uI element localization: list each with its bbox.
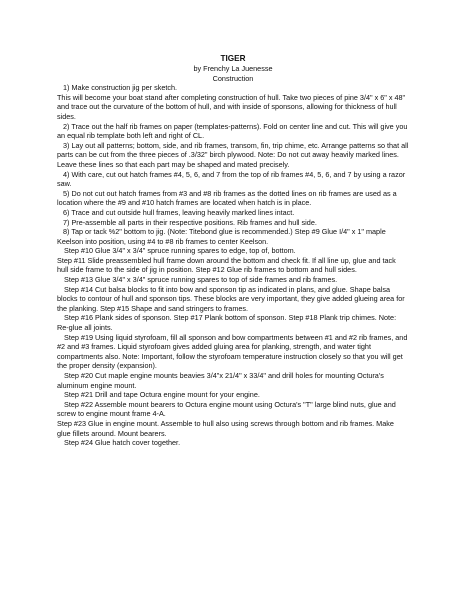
paragraph-step-14-15: Step #14 Cut balsa blocks to fit into bow and sponson tip as indicated in plans, and glue. Shape balsa blocks to contour of hull and sponson tips. These blocks are very important, they give added glueing area for the planking. Step #15 Shape and sand stringers to frames. xyxy=(57,284,405,313)
paragraph-step-21: Step #21 Drill and tape Octura engine mount for your engine. xyxy=(64,390,260,400)
paragraph-step-6: 6) Trace and cut outside hull frames, leaving heavily marked lines intact. xyxy=(63,207,295,217)
paragraph-step-16-18: Step #16 Plank sides of sponson. Step #17 Plank bottom of sponson. Step #18 Plank trip chimes. Note: Re-glue all joints. xyxy=(57,313,397,333)
paragraph-step-13: Step #13 Glue 3/4" x 3/4" spruce running spares to top of side frames and rib frames. xyxy=(64,275,338,285)
document-byline: by Frenchy La Juenesse xyxy=(193,64,273,73)
paragraph-step-11-12: Step #11 Slide preassembled hull frame down around the bottom and check fit. If all line up, glue and tack hull side frame to the side of jig in position. Step #12 Glue rib frames to bottom and hull sides. xyxy=(57,255,396,275)
paragraph-step-24: Step #24 Glue hatch cover together. xyxy=(64,438,181,448)
paragraph-jig-description: This will become your boat stand after completing construction of hull. Take two pieces of pine 3/4" x 6" x 48" and trace out the curvature of the bottom of hull, and with inside of sponsons, allowing for thickness of hull sides. xyxy=(57,92,406,121)
document-subtitle: Construction xyxy=(212,73,254,83)
paragraph-step-5: 5) Do not cut out hatch frames from #3 and #8 rib frames as the dotted lines on rib frames are used as a location where the #9 and #10 hatch frames are located when hatch is in place. xyxy=(57,188,397,208)
paragraph-step-1: 1) Make construction jig per sketch. xyxy=(63,83,178,93)
paragraph-step-20: Step #20 Cut maple engine mounts beavies 3/4"x 21/4" x 33/4" and drill holes for mounting Octura's aluminum engine mount. xyxy=(57,371,384,390)
paragraph-step-10: Step #10 Glue 3/4" x 3/4" spruce running spares to edge, top of, bottom. xyxy=(64,246,296,256)
document-title: TIGER xyxy=(220,54,246,63)
paragraph-step-2: 2) Trace out the half rib frames on paper (templates-patterns). Fold on center line and cut. This will give you an equal rib template both left and right of CL. xyxy=(57,121,408,141)
paragraph-step-7: 7) Pre-assemble all parts in their respective positions. Rib frames and hull side. xyxy=(63,217,317,227)
paragraph-step-19: Step #19 Using liquid styrofoam, fill all sponson and bow compartments between #1 and #2 rib frames, and #2 and #3 frames. Liquid styrofoam gives added gluing area for planking, strength, and water tight compartments also. Note: Important, follow the styrofoam temperature instruction closely so that you will get the proper density (expansion). xyxy=(57,332,408,371)
paragraph-step-22: Step #22 Assemble mount bearers to Octura engine mount using Octura's "T" large blind nuts, glue and screw to engine mount frame 4-A. xyxy=(57,399,396,419)
paragraph-step-8-9: 8) Tap or tack %2" bottom to jig. (Note: Titebond glue is recommended.) Step #9 Glue I/4" x 1" maple Keelson into position, using #4 to #8 rib frames to center Keelson. xyxy=(57,227,386,246)
paragraph-step-4: 4) With care, cut out hatch frames #4, 5, 6, and 7 from the top of rib frames #4, 5, 6, and 7 by using a razor saw. xyxy=(57,169,406,189)
paragraph-step-23: Step #23 Glue in engine mount. Assemble to hull also using screws through bottom and rib frames. Make glue fillets around. Mount bearers. xyxy=(57,418,394,438)
document-header xyxy=(57,54,409,83)
document-page xyxy=(57,54,409,448)
paragraph-step-3: 3) Lay out all patterns; bottom, side, and rib frames, transom, fin, trip chime, etc. Arrange patterns so that all parts can be cut from the three pieces of .3/32" birch plywood. Note: Do not cut away heavily marked lines. Leave these lines so that each part may be shaped and mated precisely. xyxy=(57,140,409,169)
